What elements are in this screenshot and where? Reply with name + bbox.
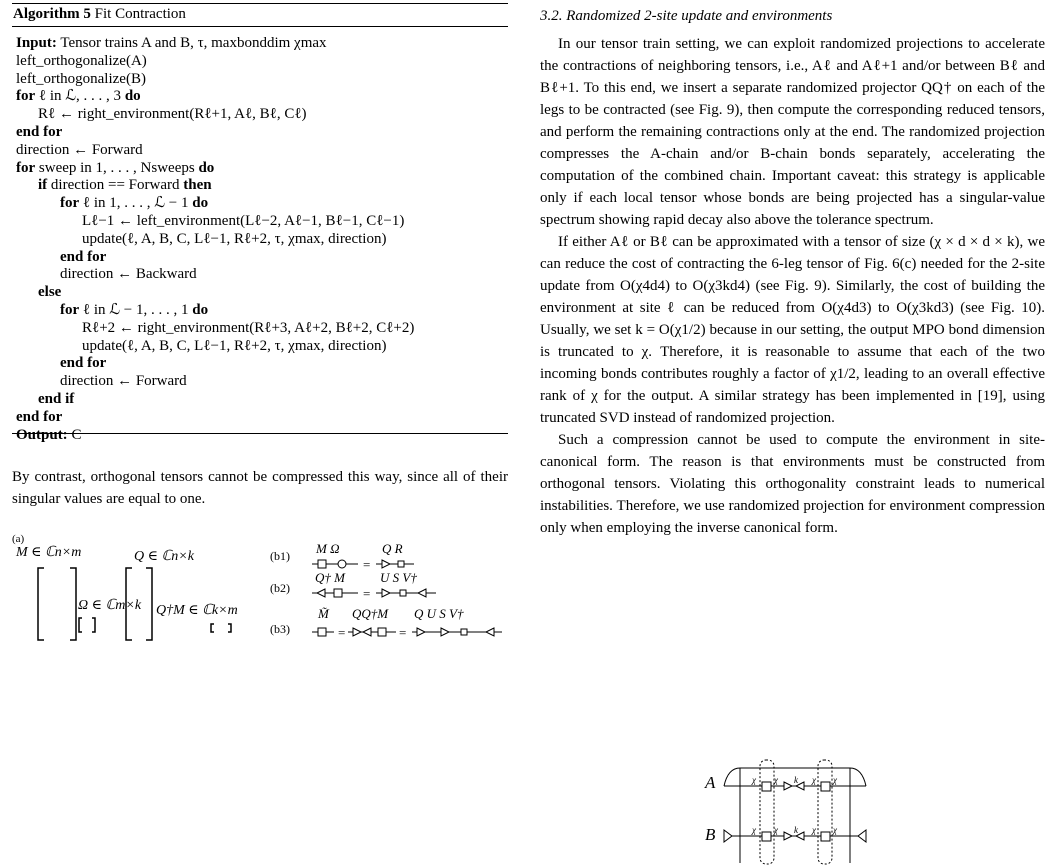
b3-rhs-label: Q U S V† [414, 606, 464, 621]
algorithm-text: Rℓ ← right_environment(Rℓ+1, Aℓ, Bℓ, Cℓ) [38, 106, 307, 123]
algorithm-keyword: for [16, 159, 36, 176]
algorithm-line [82, 212, 404, 230]
algorithm-box [12, 3, 508, 443]
b1-equals: = [363, 557, 371, 572]
algorithm-keyword: end for [16, 408, 63, 425]
algorithm-keyword: end for [60, 248, 107, 265]
q-matrix-label: Q ∈ ℂn×k [134, 549, 194, 564]
algorithm-line [16, 52, 147, 70]
algorithm-keyword: end for [60, 355, 107, 372]
svg-text:χ: χ [833, 825, 837, 835]
algorithm-text: direction ← Backward [60, 266, 197, 283]
panel-b2-label: (b2) [270, 581, 290, 595]
panel-b1-label: (b1) [270, 549, 290, 563]
section-paragraph-1: In our tensor train setting, we can exploit randomized projections to accelerate the contractions of neighboring tensors, i.e., Aℓ and Aℓ+1 and/or between Bℓ and Bℓ+1. To this end, we insert a separate randomized projector QQ† on each of the legs to be contracted (see Fig. 9), then compute the corresponding reduced tensors, and perform the remaining contractions only at the end. The randomized projection compresses the A-chain and/or B-chain bonds separately, accelerating the computation of the combined chain. Important caveat: this strategy is applicable only if each local tensor whose bonds are being projected has a singular-value spectrum showing rapid decay also above the tolerance spectrum. [540, 36, 1045, 228]
algorithm-line [16, 159, 214, 177]
algorithm-line [16, 426, 81, 444]
svg-text:χ: χ [752, 825, 756, 835]
algorithm-text: direction ← Forward [16, 141, 143, 158]
algorithm-keyword: end for [16, 124, 63, 140]
svg-text:k: k [794, 825, 798, 835]
section-body [540, 33, 1045, 539]
b2-equals: = [363, 586, 371, 601]
algorithm-number: Algorithm 5 [13, 6, 91, 22]
b3-lhs-diagram [312, 628, 334, 636]
b3-lhs-label: M̃ [318, 606, 329, 621]
m-matrix-label: M ∈ ℂn×m [16, 545, 82, 560]
algorithm-keyword: do [192, 302, 209, 318]
algorithm-keyword: do [192, 195, 209, 212]
svg-text:χ: χ [833, 775, 837, 785]
algorithm-line [60, 248, 106, 266]
algorithm-bottom-rule [12, 433, 508, 434]
figure-randomized-svd [12, 530, 508, 650]
b3-rhs-diagram [412, 628, 502, 636]
svg-text:χ: χ [812, 825, 816, 835]
algorithm-line [38, 105, 307, 123]
algorithm-keyword: Output: [16, 426, 68, 443]
section-paragraph-2: If either Aℓ or Bℓ can be approximated with a tensor of size (χ × d × d × k), we can reduce the cost of contracting the 6-leg tensor of Fig. 6(c) needed for the 2-site update from O(χ4d4) to O(χ3kd4) (see Fig. 9). Similarly, the cost of building the environment at site ℓ can be reduced from O(χ4d3) to O(χ3kd3) (see Fig. 10). Usually, we set k = O(χ1/2) because in our setting, the output MPO bond dimension is truncated to χ. Therefore, it is reasonable to assume that each of the two incoming bonds contributes roughly a factor of χ1/2, leading to an overall effective rank of χ for the output. A similar strategy has been implemented in [19], using truncated SVD instead of randomized projection. [540, 234, 1045, 426]
section-title: 3.2. Randomized 2-site update and environments [540, 8, 833, 24]
algorithm-keyword: do [124, 88, 141, 105]
algorithm-line [60, 194, 208, 212]
b1-rhs-label: Q R [382, 541, 403, 556]
m-matrix-bracket [38, 568, 76, 640]
algorithm-keyword: for [60, 302, 80, 318]
algorithm-keyword: then [183, 177, 212, 194]
algorithm-line [82, 337, 386, 355]
algorithm-line [38, 283, 61, 301]
algorithm-text: Rℓ+2 ← right_environment(Rℓ+3, Aℓ+2, Bℓ+2, Cℓ+2) [82, 319, 415, 336]
panel-a-label: (a) [12, 533, 25, 545]
algorithm-keyword: if [38, 177, 48, 194]
algorithm-text: direction ← Forward [60, 373, 187, 390]
b1-lhs-label: M Ω [316, 541, 340, 556]
algorithm-line [38, 176, 212, 194]
b2-rhs-label: U S V† [380, 570, 417, 585]
svg-text:χ: χ [774, 775, 778, 785]
svg-text:χ: χ [774, 825, 778, 835]
algorithm-keyword: do [198, 159, 215, 176]
panel-b3-label: (b3) [270, 622, 290, 636]
b2-rhs-diagram [376, 589, 436, 597]
algorithm-keyword: else [38, 284, 62, 301]
b3-mid-label: QQ†M [352, 606, 389, 621]
algorithm-text: sweep in 1, . . . , Nsweeps [35, 159, 199, 176]
algorithm-line [60, 301, 208, 319]
algorithm-text: left_orthogonalize(B) [16, 70, 146, 87]
svg-text:k: k [794, 775, 798, 785]
algorithm-caption [13, 6, 186, 23]
algorithm-line [82, 230, 386, 248]
svg-text:χ: χ [812, 775, 816, 785]
chain-b-label: B [705, 825, 716, 844]
algorithm-text: ℓ in ℒ − 1, . . . , 1 [79, 302, 193, 318]
qdagger-m-bracket [211, 624, 231, 632]
b1-rhs-diagram [376, 560, 414, 568]
b2-lhs-label: Q† M [315, 570, 345, 585]
qdagger-m-label: Q†M ∈ ℂk×m [156, 603, 238, 618]
algorithm-text: ℓ in ℒ, . . . , 3 [35, 88, 125, 105]
algorithm-line [16, 141, 143, 159]
algorithm-top-rule [12, 3, 508, 4]
figure-tensor-chain [700, 758, 900, 865]
chain-a-label: A [705, 773, 716, 792]
algorithm-line [16, 408, 62, 426]
b1-lhs-diagram [312, 560, 358, 568]
algorithm-line [16, 87, 141, 105]
b2-lhs-diagram [312, 589, 358, 597]
algorithm-title: Fit Contraction [94, 6, 186, 22]
svg-text:χ: χ [752, 775, 756, 785]
b3-mid-diagram [348, 628, 396, 636]
algorithm-text: ℓ in 1, . . . , ℒ − 1 [79, 195, 193, 212]
algorithm-text: left_orthogonalize(A) [16, 52, 147, 69]
algorithm-line [60, 372, 187, 390]
algorithm-text: update(ℓ, A, B, C, Lℓ−1, Rℓ+2, τ, χmax, direction) [82, 230, 387, 247]
algorithm-keyword: for [16, 88, 36, 105]
algorithm-text: Tensor trains A and B, τ, maxbonddim χmax [56, 35, 327, 51]
b3-equals-2: = [399, 625, 407, 640]
b3-equals-1: = [338, 625, 346, 640]
omega-matrix-bracket [79, 618, 95, 632]
algorithm-keyword: end if [38, 391, 75, 407]
algorithm-text: C [67, 426, 82, 443]
algorithm-line [16, 34, 327, 52]
omega-matrix-label: Ω ∈ ℂm×k [78, 598, 142, 613]
algorithm-line [16, 123, 62, 141]
algorithm-keyword: for [60, 195, 80, 212]
algorithm-line [38, 390, 74, 408]
algorithm-caption-rule [12, 26, 508, 27]
algorithm-text: Lℓ−1 ← left_environment(Lℓ−2, Aℓ−1, Bℓ−1, Cℓ−1) [82, 213, 405, 229]
algorithm-text: direction == Forward [47, 177, 184, 194]
algorithm-text: update(ℓ, A, B, C, Lℓ−1, Rℓ+2, τ, χmax, direction) [82, 337, 387, 354]
section-paragraph-3: Such a compression cannot be used to compute the environment in site-canonical form. The reason is that environments must be constructed from orthogonal tensors. Violating this orthogonality constraint leads to numerical instabilities. Therefore, we use randomized projection for environment compression only when employing the inverse canonical form. [540, 432, 1045, 536]
algorithm-line [82, 319, 414, 337]
algorithm-line [16, 70, 146, 88]
algorithm-line [60, 265, 197, 283]
algorithm-line [60, 354, 106, 372]
algorithm-keyword: Input: [16, 35, 57, 51]
left-paragraph [12, 466, 508, 510]
left-paragraph-text: By contrast, orthogonal tensors cannot be compressed this way, since all of their singular values are equal to one. [12, 469, 508, 507]
